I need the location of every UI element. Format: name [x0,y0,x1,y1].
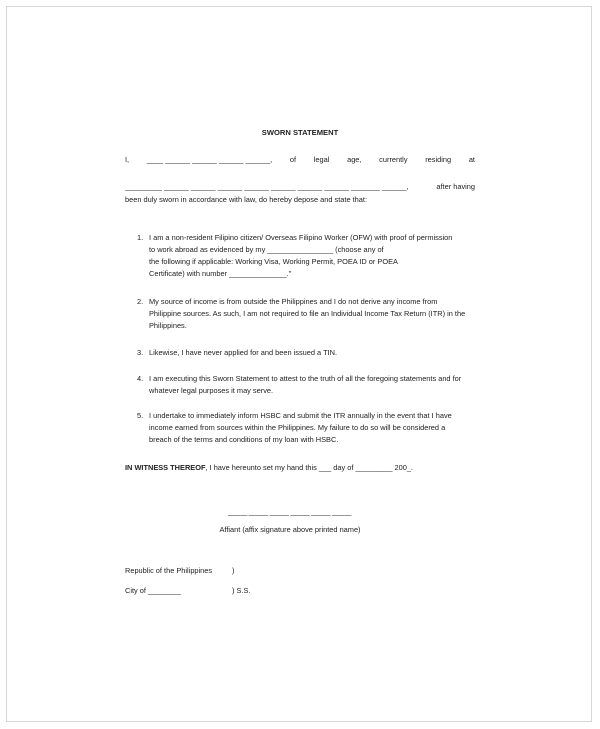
item-number: 1. [137,233,144,242]
item-number: 5. [137,411,144,420]
statement-item-5 [137,410,475,446]
intro-text: after having [436,182,475,191]
intro-line-3: been duly sworn in accordance with law, do hereby depose and state that: [125,195,367,204]
statement-item-3 [137,347,475,359]
intro-line-1 [125,154,475,166]
item-text: I am executing this Sworn Statement to attest to the truth of all the foregoing statements and for whatever legal purposes it may serve. [149,374,462,395]
intro-word: legal [313,155,330,164]
affiant-label: Affiant (affix signature above printed name) [219,525,361,534]
statement-item-1 [137,232,475,280]
witness-heading: IN WITNESS THEREOF [125,463,206,472]
statement-item-4 [137,373,475,397]
item-number: 2. [137,297,144,306]
venue-city: City of ________ [125,586,181,595]
item-text: I am a non-resident Filipino citizen/ Overseas Filipino Worker (OFW) with proof of permission to work abroad as evidenced by my ________________ (choose any of the following if applicable: Working Visa, Working Permit, POEA ID or POEA Certificate) with number ______________." [149,233,453,278]
item-number: 3. [137,348,144,357]
address-blank: _________ ______ ______ ______ ______ ______ ______ ______ _______ ______, [125,182,409,191]
item-number: 4. [137,374,144,383]
document-title: SWORN STATEMENT [261,128,339,137]
intro-word: age, [347,155,362,164]
venue-paren: ) [232,566,235,575]
item-text: My source of income is from outside the Philippines and I do not derive any income from Philippine sources. As such, I am not required to file an Individual Income Tax Return (ITR) in the Philippines. [149,297,466,330]
witness-text: , I have hereunto set my hand this ___ day of _________ 200_. [205,463,413,472]
venue-ss: ) S.S. [232,586,251,595]
statement-item-2 [137,296,475,332]
item-text: Likewise, I have never applied for and been issued a TIN. [149,348,338,357]
venue-republic: Republic of the Philippines [125,566,213,575]
intro-word: of [289,155,297,164]
intro-word: at [468,155,475,164]
signature-line: _____ _____ _____ _____ _____ _____ [227,507,352,516]
witness-clause [125,462,475,474]
intro-word: I, [125,155,130,164]
intro-word: residing [425,155,452,164]
intro-word: currently [379,155,408,164]
item-text: I undertake to immediately inform HSBC and submit the ITR annually in the event that I have income earned from sources within the Philippines. My failure to do so will be considered a breach of the terms and conditions of my loan with HSBC. [149,411,452,444]
name-blank: ____ ______ ______ ______ ______, [146,155,273,164]
intro-line-2 [125,181,475,193]
document-page [6,6,592,722]
